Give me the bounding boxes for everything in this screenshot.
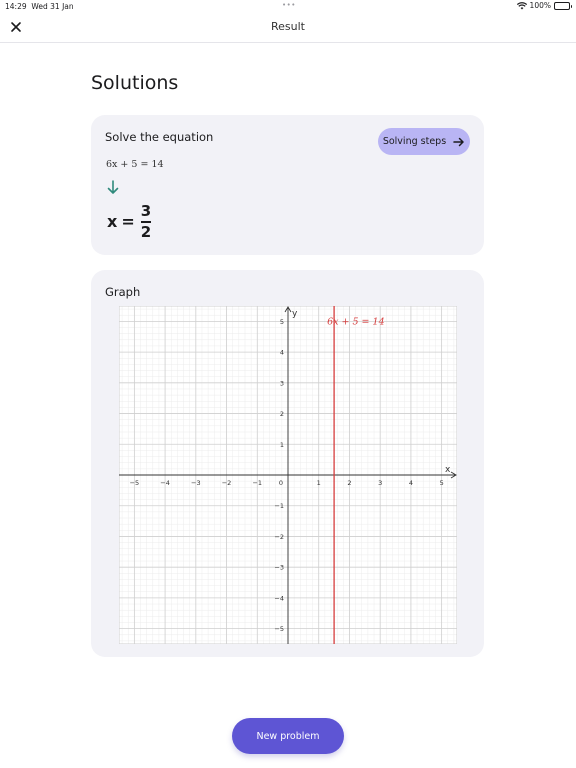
x-tick-label: −4: [160, 479, 170, 487]
x-tick-label: 0: [278, 479, 284, 487]
y-tick-label: −1: [274, 502, 284, 511]
x-tick-label: 1: [316, 479, 321, 487]
x-tick-label: 3: [378, 479, 383, 487]
battery-percent: 100%: [529, 1, 551, 10]
x-tick-label: −2: [221, 479, 232, 487]
nav-bar: [0, 12, 576, 43]
answer-equals: =: [121, 212, 135, 232]
y-tick-label: 3: [279, 379, 284, 388]
solving-steps-button[interactable]: [378, 128, 470, 155]
x-tick-label: −5: [129, 479, 140, 487]
new-problem-button[interactable]: New problem: [232, 718, 344, 754]
graph-plot[interactable]: [119, 306, 457, 644]
answer: [107, 203, 151, 241]
graph-card: [91, 270, 484, 657]
status-bar: [0, 0, 576, 12]
page-title: Solutions: [91, 72, 179, 94]
answer-numerator: 3: [140, 202, 152, 220]
y-axis-label: y: [292, 309, 298, 319]
graph-card-title: Graph: [105, 285, 141, 299]
battery-icon: [554, 2, 570, 10]
solving-steps-label: Solving steps: [382, 136, 447, 147]
arrow-right-icon: [453, 137, 465, 147]
multitasking-dots-icon[interactable]: •••: [282, 1, 296, 9]
wifi-icon: [517, 2, 527, 10]
y-tick-label: 4: [279, 348, 284, 357]
solve-card: [91, 115, 484, 255]
x-tick-label: 4: [408, 479, 413, 487]
status-time: 14:29 Wed 31 Jan: [5, 2, 74, 11]
solve-card-title: Solve the equation: [105, 130, 214, 144]
arrow-down-icon: [106, 180, 120, 195]
status-right: [517, 1, 570, 10]
answer-denominator: 2: [140, 222, 152, 241]
y-tick-label: −4: [274, 594, 284, 603]
y-tick-label: −5: [274, 625, 284, 634]
x-tick-label: 5: [439, 479, 444, 487]
answer-variable: x: [107, 212, 118, 232]
x-axis-label: x: [445, 465, 451, 475]
series-label: 6x + 5 = 14: [327, 316, 385, 328]
y-tick-label: −2: [274, 532, 284, 541]
answer-fraction: [141, 203, 151, 241]
x-tick-label: −3: [191, 479, 201, 487]
nav-title: Result: [271, 20, 305, 33]
y-tick-label: 1: [279, 440, 284, 449]
y-tick-label: −3: [274, 563, 284, 572]
x-tick-label: 2: [347, 479, 352, 487]
y-tick-label: 2: [279, 410, 284, 419]
x-tick-label: −1: [252, 479, 263, 487]
y-tick-label: 5: [279, 317, 284, 326]
equation-text: 6x + 5 = 14: [106, 159, 164, 170]
